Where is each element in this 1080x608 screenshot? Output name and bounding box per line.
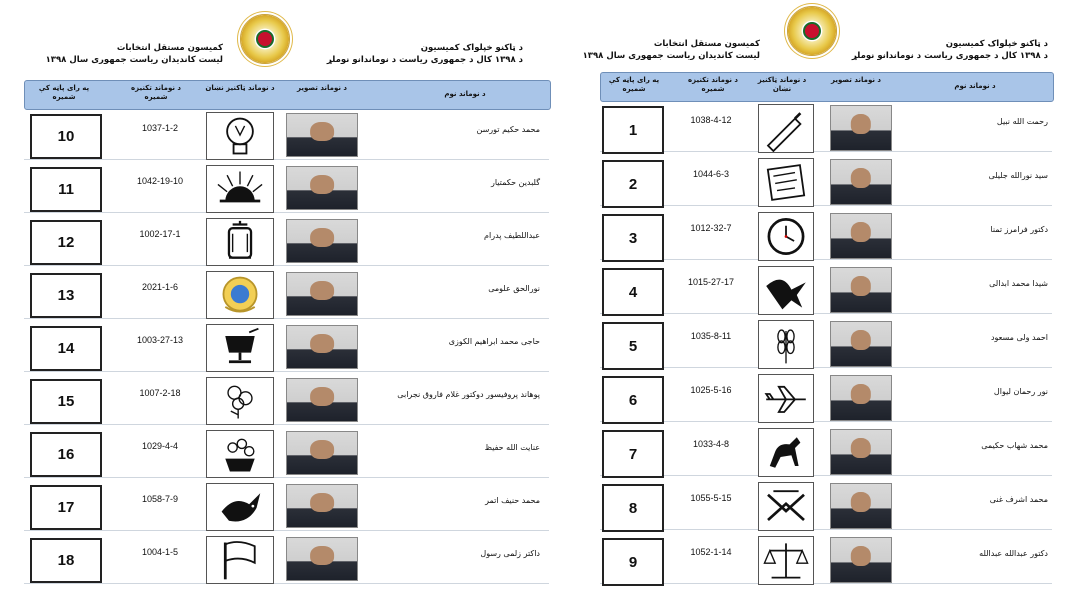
candidate-photo (286, 219, 358, 263)
candidate-photo (830, 537, 892, 583)
sheet-header-left (46, 42, 223, 66)
candidate-name: نور رحمان لیوال (993, 387, 1048, 396)
candidate-name: محمد اشرف غنی (989, 495, 1048, 504)
col-photo: د نوماند تصویر (830, 76, 881, 84)
candidate-photo (830, 321, 892, 367)
candidate-row (600, 264, 1052, 314)
col-code: د نوماند تکنیزه شمیره (130, 84, 182, 101)
candidate-name: احمد ولی مسعود (990, 333, 1048, 342)
col-code: د نوماند تکنیزه شمیره (687, 76, 739, 93)
candidate-row (600, 102, 1052, 152)
table-header (24, 80, 551, 110)
emblem-icon (206, 271, 274, 319)
ballot-number: 15 (30, 379, 102, 424)
candidate-code: 1058-7-9 (141, 494, 179, 504)
candidate-photo (830, 159, 892, 205)
candidate-photo (286, 325, 358, 369)
cup-icon (206, 324, 274, 372)
candidate-code: 1033-4-8 (692, 439, 730, 449)
scales-icon (758, 536, 814, 585)
candidate-photo (830, 429, 892, 475)
ballot-number: 7 (602, 430, 664, 478)
candidate-name: شیدا محمد ابدالی (989, 279, 1048, 288)
candidate-code: 1003-27-13 (136, 335, 184, 345)
candidate-name: عبداللطیف پدرام (484, 231, 540, 240)
candidate-row (600, 372, 1052, 422)
candidate-photo (286, 537, 358, 581)
sheet-header-right (327, 42, 523, 66)
candidate-row (600, 156, 1052, 206)
sheet-header-right (852, 38, 1048, 62)
candidate-name: دکتور عبدالله عبدالله (979, 549, 1048, 558)
col-symbol: د نوماند ټاکنیز نښان (757, 76, 807, 93)
header-list-pashto: د ۱۳۹۸ کال د جمهوری ریاست د نوماندانو نوملړ (851, 51, 1048, 61)
ballot-number: 11 (30, 167, 102, 212)
candidate-code: 1055-5-15 (690, 493, 732, 503)
ballot-number: 10 (30, 114, 102, 159)
candidate-name: حاجی محمد ابراهیم الکوزی (448, 337, 540, 346)
table-header (600, 72, 1054, 102)
ballot-number: 8 (602, 484, 664, 532)
lantern-icon (206, 218, 274, 266)
dove-icon (206, 483, 274, 531)
candidate-photo (286, 484, 358, 528)
candidate-photo (830, 267, 892, 313)
wheat-icon (758, 320, 814, 369)
candidate-row (24, 428, 549, 478)
ballot-number: 12 (30, 220, 102, 265)
ballot-number: 18 (30, 538, 102, 583)
candidate-code: 1035-8-11 (690, 331, 732, 341)
candidate-name: داکتر زلمی رسول (480, 549, 540, 558)
candidate-row (600, 426, 1052, 476)
candidate-row (600, 210, 1052, 260)
candidate-row (24, 375, 549, 425)
flowerpot-icon (206, 430, 274, 478)
candidate-row (24, 534, 549, 584)
header-list-pashto: د ۱۳۹۸ کال د جمهوری ریاست د نوماندانو نوملړ (326, 55, 523, 65)
col-ballot-number: په رای پاڼه کې شمیره (38, 84, 90, 101)
candidate-name: محمد حکیم تورسن (476, 125, 540, 134)
candidate-row (600, 480, 1052, 530)
ballot-number: 2 (602, 160, 664, 208)
sunrise-icon (206, 165, 274, 213)
eagle-icon (758, 266, 814, 315)
candidate-code: 1004-1-5 (141, 547, 179, 557)
col-ballot-number: په رای پاڼه کې شمیره (608, 76, 660, 93)
bulb-icon (206, 112, 274, 160)
candidate-row (24, 269, 549, 319)
candidate-name: سید نورالله جلیلی (988, 171, 1048, 180)
commission-logo-icon (787, 6, 837, 56)
candidate-photo (830, 105, 892, 151)
candidate-row (24, 481, 549, 531)
candidate-code: 1002-17-1 (139, 229, 181, 239)
candidate-name: محمد حنیف اتمر (485, 496, 540, 505)
candidate-name: رحمت الله نبیل (996, 117, 1048, 126)
col-name: د نوماند نوم (954, 82, 996, 90)
header-org-pashto: د ټاکنو خپلواک کمیسیون (420, 43, 523, 53)
ballot-number: 13 (30, 273, 102, 318)
candidate-code: 1038-4-12 (690, 115, 732, 125)
airplane-icon (758, 374, 814, 423)
flag-icon (206, 536, 274, 584)
ballot-number: 17 (30, 485, 102, 530)
ballot-number: 3 (602, 214, 664, 262)
candidate-row (600, 318, 1052, 368)
candidate-row (24, 322, 549, 372)
header-org-dari: کمیسون مستقل انتخابات (653, 39, 760, 49)
candidate-photo (830, 483, 892, 529)
pen-icon (758, 104, 814, 153)
candidate-code: 1025-5-16 (690, 385, 732, 395)
ballot-number: 4 (602, 268, 664, 316)
clock-icon (758, 212, 814, 261)
rose-icon (206, 377, 274, 425)
candidate-name: عنایت الله حفیظ (484, 443, 540, 452)
candidate-row (24, 163, 549, 213)
candidate-row (24, 216, 549, 266)
candidate-photo (286, 378, 358, 422)
candidate-photo (830, 375, 892, 421)
candidate-name: محمد شهاب حکیمی (981, 441, 1048, 450)
ballot-sheet-left (18, 0, 553, 608)
candidate-code: 1007-2-18 (139, 388, 181, 398)
header-list-dari: لیست کاندیدان ریاست جمهوری سال ۱۳۹۸ (582, 51, 760, 61)
candidate-photo (286, 272, 358, 316)
commission-logo-icon (240, 14, 290, 64)
sheet-header-left (583, 38, 760, 62)
candidate-code: 1052-1-14 (690, 547, 732, 557)
header-org-pashto: د ټاکنو خپلواک کمیسیون (945, 39, 1048, 49)
candidate-row (600, 534, 1052, 584)
candidate-photo (286, 113, 358, 157)
candidate-code: 2021-1-6 (141, 282, 179, 292)
ballot-number: 5 (602, 322, 664, 370)
ballot-number: 9 (602, 538, 664, 586)
candidate-code: 1042-19-10 (136, 176, 184, 186)
candidate-name: نورالحق علومی (488, 284, 540, 293)
candidate-name: پوهاند پروفیسور دوکتور غلام فاروق نجرابی (397, 390, 540, 399)
candidate-name: دکتور فرامرز تمنا (990, 225, 1048, 234)
col-photo: د نوماند تصویر (296, 84, 347, 92)
book-icon (758, 158, 814, 207)
header-list-dari: لیست کاندیدان ریاست جمهوری سال ۱۳۹۸ (45, 55, 223, 65)
candidate-photo (286, 431, 358, 475)
col-symbol: د نوماند ټاکنیز نښان (205, 84, 275, 92)
quran-stand-icon (758, 482, 814, 531)
candidate-row (24, 110, 549, 160)
ballot-number: 14 (30, 326, 102, 371)
col-name: د نوماند نوم (444, 90, 486, 98)
horse-icon (758, 428, 814, 477)
ballot-number: 1 (602, 106, 664, 154)
candidate-photo (286, 166, 358, 210)
candidate-code: 1012-32-7 (690, 223, 732, 233)
candidate-code: 1015-27-17 (687, 277, 735, 287)
ballot-sheet-right (582, 0, 1056, 608)
candidate-code: 1044-6-3 (692, 169, 730, 179)
candidate-name: گلبدین حکمتیار (490, 178, 540, 187)
ballot-number: 16 (30, 432, 102, 477)
candidate-code: 1037-1-2 (141, 123, 179, 133)
header-org-dari: کمیسون مستقل انتخابات (116, 43, 223, 53)
candidate-photo (830, 213, 892, 259)
candidate-code: 1029-4-4 (141, 441, 179, 451)
ballot-number: 6 (602, 376, 664, 424)
